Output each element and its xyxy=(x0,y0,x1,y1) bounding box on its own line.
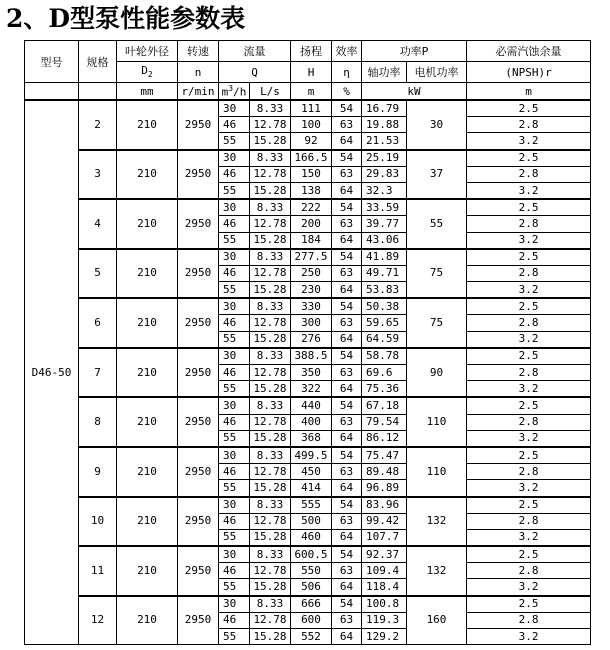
speed-cell: 2950 xyxy=(178,596,219,645)
npsh-cell: 2.8 xyxy=(467,563,591,579)
flow-m3h-cell: 46 xyxy=(219,464,250,480)
flow-m3h-cell: 30 xyxy=(219,199,250,216)
head-cell: 92 xyxy=(291,133,332,150)
impeller-cell: 210 xyxy=(117,100,178,150)
head-cell: 111 xyxy=(291,100,332,117)
motor-power-cell: 160 xyxy=(407,596,467,645)
impeller-cell: 210 xyxy=(117,596,178,645)
header-flow-symbol: Q xyxy=(219,62,291,83)
flow-ls-cell: 15.28 xyxy=(250,331,291,348)
flow-m3h-cell: 30 xyxy=(219,249,250,266)
spec-cell: 8 xyxy=(79,397,117,447)
header-power: 功率P xyxy=(362,41,467,62)
flow-m3h-cell: 30 xyxy=(219,298,250,315)
flow-ls-cell: 8.33 xyxy=(250,199,291,216)
flow-m3h-cell: 46 xyxy=(219,513,250,529)
flow-ls-cell: 15.28 xyxy=(250,579,291,596)
table-body xyxy=(25,100,591,645)
impeller-cell: 210 xyxy=(117,298,178,348)
flow-ls-cell: 8.33 xyxy=(250,100,291,117)
flow-m3h-cell: 55 xyxy=(219,629,250,645)
flow-m3h-cell: 46 xyxy=(219,265,250,281)
head-cell: 460 xyxy=(291,529,332,546)
spec-cell: 4 xyxy=(79,199,117,249)
flow-m3h-cell: 55 xyxy=(219,182,250,199)
eff-cell: 54 xyxy=(332,546,362,563)
head-cell: 184 xyxy=(291,232,332,249)
table-row xyxy=(25,150,591,167)
header-eff: 效率 xyxy=(332,41,362,62)
npsh-cell: 3.2 xyxy=(467,381,591,398)
header-speed-symbol: n xyxy=(178,62,219,83)
flow-m3h-cell: 30 xyxy=(219,447,250,464)
impeller-cell: 210 xyxy=(117,348,178,398)
eff-cell: 63 xyxy=(332,216,362,232)
flow-ls-cell: 8.33 xyxy=(250,397,291,414)
table-row xyxy=(25,497,591,514)
head-cell: 277.5 xyxy=(291,249,332,266)
head-cell: 230 xyxy=(291,282,332,299)
flow-ls-cell: 12.78 xyxy=(250,414,291,430)
speed-cell: 2950 xyxy=(178,298,219,348)
flow-ls-cell: 15.28 xyxy=(250,133,291,150)
speed-cell: 2950 xyxy=(178,100,219,150)
head-cell: 368 xyxy=(291,430,332,447)
flow-ls-cell: 8.33 xyxy=(250,298,291,315)
npsh-cell: 2.5 xyxy=(467,298,591,315)
shaft-power-cell: 53.83 xyxy=(362,282,407,299)
eff-cell: 64 xyxy=(332,133,362,150)
flow-ls-cell: 8.33 xyxy=(250,546,291,563)
flow-m3h-cell: 46 xyxy=(219,365,250,381)
flow-ls-cell: 8.33 xyxy=(250,497,291,514)
head-cell: 400 xyxy=(291,414,332,430)
flow-m3h-cell: 55 xyxy=(219,381,250,398)
eff-cell: 63 xyxy=(332,513,362,529)
npsh-cell: 2.5 xyxy=(467,150,591,167)
head-cell: 300 xyxy=(291,315,332,331)
eff-cell: 54 xyxy=(332,497,362,514)
shaft-power-cell: 39.77 xyxy=(362,216,407,232)
flow-m3h-cell: 46 xyxy=(219,563,250,579)
flow-m3h-cell: 55 xyxy=(219,331,250,348)
shaft-power-cell: 118.4 xyxy=(362,579,407,596)
shaft-power-cell: 83.96 xyxy=(362,497,407,514)
eff-cell: 63 xyxy=(332,265,362,281)
spec-cell: 3 xyxy=(79,150,117,200)
npsh-cell: 2.8 xyxy=(467,117,591,133)
head-cell: 550 xyxy=(291,563,332,579)
shaft-power-cell: 50.38 xyxy=(362,298,407,315)
eff-cell: 54 xyxy=(332,150,362,167)
head-cell: 150 xyxy=(291,166,332,182)
head-cell: 499.5 xyxy=(291,447,332,464)
header-eff-symbol: η xyxy=(332,62,362,83)
flow-ls-cell: 15.28 xyxy=(250,381,291,398)
flow-ls-cell: 12.78 xyxy=(250,563,291,579)
flow-m3h-cell: 30 xyxy=(219,150,250,167)
flow-ls-cell: 12.78 xyxy=(250,612,291,628)
table-row xyxy=(25,199,591,216)
head-cell: 138 xyxy=(291,182,332,199)
eff-cell: 63 xyxy=(332,117,362,133)
impeller-cell: 210 xyxy=(117,546,178,596)
eff-cell: 63 xyxy=(332,563,362,579)
motor-power-cell: 75 xyxy=(407,249,467,299)
unit-power: kW xyxy=(362,83,467,101)
head-cell: 600.5 xyxy=(291,546,332,563)
motor-power-cell: 132 xyxy=(407,497,467,547)
shaft-power-cell: 89.48 xyxy=(362,464,407,480)
npsh-cell: 2.5 xyxy=(467,397,591,414)
shaft-power-cell: 92.37 xyxy=(362,546,407,563)
shaft-power-cell: 107.7 xyxy=(362,529,407,546)
flow-m3h-cell: 30 xyxy=(219,100,250,117)
npsh-cell: 3.2 xyxy=(467,182,591,199)
eff-cell: 64 xyxy=(332,529,362,546)
head-cell: 276 xyxy=(291,331,332,348)
flow-m3h-cell: 46 xyxy=(219,216,250,232)
shaft-power-cell: 69.6 xyxy=(362,365,407,381)
unit-flow-ls: L/s xyxy=(250,83,291,101)
header-flow: 流量 xyxy=(219,41,291,62)
page-title: 2、D型泵性能参数表 xyxy=(6,4,246,33)
spec-cell: 9 xyxy=(79,447,117,497)
eff-cell: 64 xyxy=(332,182,362,199)
speed-cell: 2950 xyxy=(178,447,219,497)
npsh-cell: 2.5 xyxy=(467,199,591,216)
flow-m3h-cell: 55 xyxy=(219,232,250,249)
spec-cell: 10 xyxy=(79,497,117,547)
shaft-power-cell: 16.79 xyxy=(362,100,407,117)
npsh-cell: 2.5 xyxy=(467,348,591,365)
flow-ls-cell: 12.78 xyxy=(250,216,291,232)
shaft-power-cell: 79.54 xyxy=(362,414,407,430)
npsh-cell: 3.2 xyxy=(467,133,591,150)
unit-speed: r/min xyxy=(178,83,219,101)
npsh-cell: 3.2 xyxy=(467,480,591,497)
shaft-power-cell: 100.8 xyxy=(362,596,407,613)
speed-cell: 2950 xyxy=(178,249,219,299)
shaft-power-cell: 86.12 xyxy=(362,430,407,447)
flow-ls-cell: 8.33 xyxy=(250,447,291,464)
eff-cell: 63 xyxy=(332,612,362,628)
shaft-power-cell: 96.89 xyxy=(362,480,407,497)
table-row xyxy=(25,298,591,315)
npsh-cell: 2.5 xyxy=(467,497,591,514)
spec-cell: 11 xyxy=(79,546,117,596)
model-cell: D46-50 xyxy=(25,100,79,645)
flow-ls-cell: 8.33 xyxy=(250,348,291,365)
table-row xyxy=(25,249,591,266)
shaft-power-cell: 19.88 xyxy=(362,117,407,133)
npsh-cell: 2.5 xyxy=(467,596,591,613)
head-cell: 166.5 xyxy=(291,150,332,167)
table-row xyxy=(25,596,591,613)
impeller-cell: 210 xyxy=(117,150,178,200)
header-shaft-power: 轴功率 xyxy=(362,62,407,83)
unit-flow-m3h: $m^3/h$ xyxy=(219,83,250,101)
header-head: 扬程 xyxy=(291,41,332,62)
flow-ls-cell: 12.78 xyxy=(250,166,291,182)
head-cell: 388.5 xyxy=(291,348,332,365)
shaft-power-cell: 58.78 xyxy=(362,348,407,365)
shaft-power-cell: 29.83 xyxy=(362,166,407,182)
motor-power-cell: 37 xyxy=(407,150,467,200)
npsh-cell: 2.8 xyxy=(467,166,591,182)
flow-m3h-cell: 55 xyxy=(219,430,250,447)
eff-cell: 64 xyxy=(332,331,362,348)
head-cell: 200 xyxy=(291,216,332,232)
head-cell: 350 xyxy=(291,365,332,381)
eff-cell: 54 xyxy=(332,298,362,315)
npsh-cell: 3.2 xyxy=(467,331,591,348)
spec-cell: 5 xyxy=(79,249,117,299)
head-cell: 500 xyxy=(291,513,332,529)
table-row xyxy=(25,397,591,414)
head-cell: 600 xyxy=(291,612,332,628)
eff-cell: 64 xyxy=(332,480,362,497)
head-cell: 100 xyxy=(291,117,332,133)
motor-power-cell: 110 xyxy=(407,447,467,497)
impeller-cell: 210 xyxy=(117,497,178,547)
npsh-cell: 2.8 xyxy=(467,365,591,381)
flow-m3h-cell: 30 xyxy=(219,596,250,613)
flow-ls-cell: 8.33 xyxy=(250,596,291,613)
eff-cell: 64 xyxy=(332,381,362,398)
npsh-cell: 2.8 xyxy=(467,612,591,628)
speed-cell: 2950 xyxy=(178,397,219,447)
flow-ls-cell: 15.28 xyxy=(250,529,291,546)
head-cell: 450 xyxy=(291,464,332,480)
motor-power-cell: 110 xyxy=(407,397,467,447)
header-motor-power: 电机功率 xyxy=(407,62,467,83)
spec-cell: 2 xyxy=(79,100,117,150)
spec-cell: 7 xyxy=(79,348,117,398)
flow-ls-cell: 15.28 xyxy=(250,430,291,447)
header-speed: 转速 xyxy=(178,41,219,62)
npsh-cell: 2.5 xyxy=(467,447,591,464)
header-impeller-symbol: $D_2$ xyxy=(117,62,178,83)
flow-m3h-cell: 55 xyxy=(219,282,250,299)
shaft-power-cell: 41.89 xyxy=(362,249,407,266)
speed-cell: 2950 xyxy=(178,199,219,249)
flow-ls-cell: 12.78 xyxy=(250,464,291,480)
eff-cell: 63 xyxy=(332,166,362,182)
flow-ls-cell: 8.33 xyxy=(250,150,291,167)
flow-ls-cell: 12.78 xyxy=(250,265,291,281)
header-npsh: 必需汽蚀余量 xyxy=(467,41,591,62)
table-row xyxy=(25,447,591,464)
flow-ls-cell: 12.78 xyxy=(250,513,291,529)
motor-power-cell: 90 xyxy=(407,348,467,398)
motor-power-cell: 30 xyxy=(407,100,467,150)
unit-blank xyxy=(25,83,79,101)
header-npsh-symbol: (NPSH)r xyxy=(467,62,591,83)
shaft-power-cell: 25.19 xyxy=(362,150,407,167)
head-cell: 555 xyxy=(291,497,332,514)
npsh-cell: 2.8 xyxy=(467,216,591,232)
flow-m3h-cell: 30 xyxy=(219,546,250,563)
flow-ls-cell: 15.28 xyxy=(250,182,291,199)
table-row xyxy=(25,546,591,563)
spec-cell: 6 xyxy=(79,298,117,348)
npsh-cell: 2.8 xyxy=(467,513,591,529)
flow-m3h-cell: 30 xyxy=(219,397,250,414)
npsh-cell: 3.2 xyxy=(467,529,591,546)
motor-power-cell: 75 xyxy=(407,298,467,348)
eff-cell: 54 xyxy=(332,100,362,117)
flow-m3h-cell: 55 xyxy=(219,480,250,497)
shaft-power-cell: 43.06 xyxy=(362,232,407,249)
table-row xyxy=(25,100,591,117)
flow-ls-cell: 8.33 xyxy=(250,249,291,266)
head-cell: 440 xyxy=(291,397,332,414)
motor-power-cell: 55 xyxy=(407,199,467,249)
shaft-power-cell: 49.71 xyxy=(362,265,407,281)
flow-m3h-cell: 55 xyxy=(219,133,250,150)
head-cell: 250 xyxy=(291,265,332,281)
shaft-power-cell: 119.3 xyxy=(362,612,407,628)
header-head-symbol: H xyxy=(291,62,332,83)
npsh-cell: 3.2 xyxy=(467,232,591,249)
table-row xyxy=(25,348,591,365)
unit-eff: % xyxy=(332,83,362,101)
shaft-power-cell: 33.59 xyxy=(362,199,407,216)
head-cell: 322 xyxy=(291,381,332,398)
shaft-power-cell: 129.2 xyxy=(362,629,407,645)
npsh-cell: 2.8 xyxy=(467,265,591,281)
flow-ls-cell: 12.78 xyxy=(250,315,291,331)
eff-cell: 64 xyxy=(332,629,362,645)
eff-cell: 54 xyxy=(332,348,362,365)
npsh-cell: 2.8 xyxy=(467,315,591,331)
speed-cell: 2950 xyxy=(178,348,219,398)
head-cell: 222 xyxy=(291,199,332,216)
head-cell: 552 xyxy=(291,629,332,645)
npsh-cell: 2.8 xyxy=(467,414,591,430)
head-cell: 666 xyxy=(291,596,332,613)
flow-m3h-cell: 46 xyxy=(219,117,250,133)
eff-cell: 63 xyxy=(332,414,362,430)
spec-cell: 12 xyxy=(79,596,117,645)
motor-power-cell: 132 xyxy=(407,546,467,596)
unit-blank xyxy=(79,83,117,101)
performance-table xyxy=(24,40,591,645)
npsh-cell: 2.5 xyxy=(467,546,591,563)
npsh-cell: 2.8 xyxy=(467,464,591,480)
eff-cell: 63 xyxy=(332,464,362,480)
shaft-power-cell: 75.47 xyxy=(362,447,407,464)
head-cell: 330 xyxy=(291,298,332,315)
head-cell: 414 xyxy=(291,480,332,497)
flow-ls-cell: 15.28 xyxy=(250,282,291,299)
npsh-cell: 3.2 xyxy=(467,579,591,596)
shaft-power-cell: 64.59 xyxy=(362,331,407,348)
impeller-cell: 210 xyxy=(117,397,178,447)
shaft-power-cell: 99.42 xyxy=(362,513,407,529)
npsh-cell: 2.5 xyxy=(467,100,591,117)
impeller-cell: 210 xyxy=(117,199,178,249)
impeller-cell: 210 xyxy=(117,447,178,497)
speed-cell: 2950 xyxy=(178,150,219,200)
flow-ls-cell: 15.28 xyxy=(250,232,291,249)
flow-m3h-cell: 46 xyxy=(219,166,250,182)
npsh-cell: 3.2 xyxy=(467,629,591,645)
npsh-cell: 3.2 xyxy=(467,282,591,299)
impeller-cell: 210 xyxy=(117,249,178,299)
eff-cell: 54 xyxy=(332,596,362,613)
eff-cell: 54 xyxy=(332,447,362,464)
eff-cell: 63 xyxy=(332,365,362,381)
eff-cell: 54 xyxy=(332,249,362,266)
shaft-power-cell: 32.3 xyxy=(362,182,407,199)
flow-m3h-cell: 46 xyxy=(219,414,250,430)
flow-m3h-cell: 30 xyxy=(219,348,250,365)
shaft-power-cell: 59.65 xyxy=(362,315,407,331)
npsh-cell: 3.2 xyxy=(467,430,591,447)
flow-ls-cell: 12.78 xyxy=(250,117,291,133)
header-spec: 规格 xyxy=(79,41,117,83)
eff-cell: 64 xyxy=(332,282,362,299)
flow-ls-cell: 15.28 xyxy=(250,629,291,645)
npsh-cell: 2.5 xyxy=(467,249,591,266)
speed-cell: 2950 xyxy=(178,546,219,596)
shaft-power-cell: 109.4 xyxy=(362,563,407,579)
flow-ls-cell: 15.28 xyxy=(250,480,291,497)
header-impeller: 叶轮外径 xyxy=(117,41,178,62)
shaft-power-cell: 67.18 xyxy=(362,397,407,414)
shaft-power-cell: 75.36 xyxy=(362,381,407,398)
speed-cell: 2950 xyxy=(178,497,219,547)
head-cell: 506 xyxy=(291,579,332,596)
flow-m3h-cell: 46 xyxy=(219,315,250,331)
eff-cell: 54 xyxy=(332,199,362,216)
unit-npsh: m xyxy=(467,83,591,101)
flow-ls-cell: 12.78 xyxy=(250,365,291,381)
flow-m3h-cell: 55 xyxy=(219,579,250,596)
eff-cell: 64 xyxy=(332,232,362,249)
unit-impeller: mm xyxy=(117,83,178,101)
flow-m3h-cell: 46 xyxy=(219,612,250,628)
flow-m3h-cell: 55 xyxy=(219,529,250,546)
eff-cell: 54 xyxy=(332,397,362,414)
header-model: 型号 xyxy=(25,41,79,83)
eff-cell: 63 xyxy=(332,315,362,331)
eff-cell: 64 xyxy=(332,579,362,596)
unit-head: m xyxy=(291,83,332,101)
flow-m3h-cell: 30 xyxy=(219,497,250,514)
eff-cell: 64 xyxy=(332,430,362,447)
shaft-power-cell: 21.53 xyxy=(362,133,407,150)
